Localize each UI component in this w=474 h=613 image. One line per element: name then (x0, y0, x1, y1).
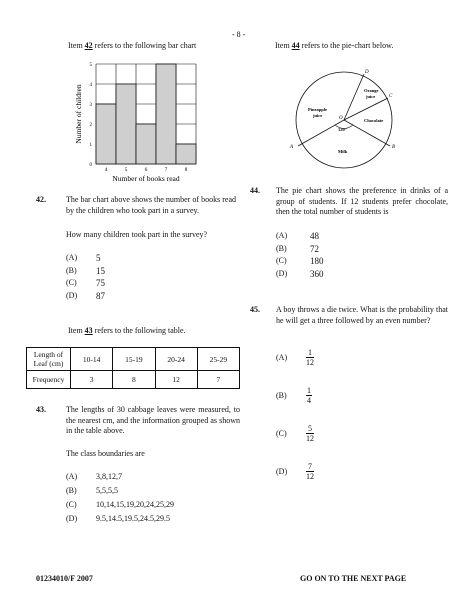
y-tick-label: 5 (89, 63, 92, 68)
bar (96, 104, 116, 164)
y-tick-label: 2 (89, 123, 92, 128)
option-value: 5,5,5,5 (96, 486, 118, 495)
fraction (306, 424, 314, 443)
option-label: (B) (66, 265, 77, 275)
question-43-text: The lengths of 30 cabbage leaves were measured, to the nearest cm, and the information grouped as shown in the table above. (66, 405, 240, 435)
option-label: (D) (66, 514, 78, 523)
option-value: 3,8,12,7 (96, 472, 122, 481)
question-43-number: 43. (36, 405, 46, 414)
pie-label-D: D (365, 70, 369, 75)
item-42-suffix: refers to the following bar chart (92, 41, 197, 50)
item-42-number: 42 (84, 41, 93, 50)
pie-label-angle: 120° (338, 127, 347, 132)
x-tick-label: 7 (164, 167, 168, 173)
question-45-text: A boy throws a die twice. What is the probability that he will get a three followed by an even number? (276, 305, 448, 325)
table-frequency-cell: 3 (71, 371, 113, 389)
option-value: 15 (96, 265, 105, 276)
table-range-cell: 10-14 (71, 348, 113, 371)
option-label: (B) (66, 486, 77, 495)
table-header-length: Length of Leaf (cm) (27, 348, 71, 371)
table-header-frequency: Frequency (27, 371, 71, 389)
option-value: 87 (96, 290, 105, 301)
option-label: (C) (66, 500, 77, 509)
x-tick-label: 8 (184, 167, 188, 173)
option-label: (A) (66, 472, 78, 481)
table-frequency-cell: 8 (113, 371, 155, 389)
question-43-prompt: The class boundaries are (66, 449, 145, 458)
option-label: (C) (276, 256, 287, 265)
y-tick-label: 3 (89, 103, 92, 108)
pie-radius-OB (344, 120, 390, 146)
option-value: 360 (310, 268, 324, 279)
fraction-denominator: 12 (306, 472, 314, 481)
pie-label-A: A (290, 145, 294, 150)
option-value: 10,14,15,19,20,24,25,29 (96, 500, 174, 509)
question-45-number: 45. (250, 305, 260, 314)
pie-label-B: B (392, 145, 396, 150)
footer-code: 01234010/F 2007 (36, 574, 93, 583)
x-tick-label: 5 (124, 167, 128, 173)
option-label: (B) (276, 243, 287, 253)
item-43-suffix: refers to the following table. (92, 326, 186, 335)
fraction (306, 462, 314, 481)
option-value: 48 (310, 231, 319, 241)
item-44-prefix: Item (275, 41, 292, 50)
item-43-prefix: Item (68, 326, 85, 335)
option-label: (D) (276, 467, 288, 476)
fraction-denominator: 4 (307, 396, 311, 405)
item-44-reference (275, 41, 393, 51)
y-tick-label: 1 (89, 143, 92, 148)
option-value: 180 (310, 256, 324, 266)
pie-label-C: C (389, 94, 393, 99)
option-label: (C) (66, 278, 77, 287)
fraction-denominator: 12 (306, 434, 314, 443)
pie-label-pineapple: Pineapple juice (308, 107, 328, 118)
question-42-text: The bar chart above shows the number of books read by the children who took part in a survey. (66, 195, 236, 215)
bar-chart-plot (74, 63, 196, 183)
bar (176, 144, 196, 164)
option-value: 75 (96, 278, 105, 288)
x-tick-label: 4 (104, 167, 108, 173)
pie-label-O: O (339, 116, 343, 121)
question-44-text: The pie chart shows the preference in drinks of a group of students. If 12 students prefer chocolate, then the total number of students is (276, 186, 448, 216)
fraction (306, 348, 314, 367)
y-tick-label: 0 (89, 163, 92, 168)
option-label: (A) (276, 231, 288, 240)
pie-chart (286, 62, 406, 174)
table-range-cell: 25-29 (197, 348, 239, 371)
item-44-number: 44 (291, 41, 300, 50)
bar (116, 84, 136, 164)
item-44-suffix: refers to the pie-chart below. (299, 41, 394, 50)
pie-label-orange: Orange juice (364, 88, 379, 99)
question-42-number: 42. (36, 195, 46, 204)
table-frequency-cell: 12 (155, 371, 197, 389)
x-axis-label: Number of books read (112, 174, 180, 183)
bar (156, 64, 176, 164)
y-axis-label: Number of children (74, 84, 83, 144)
footer-next-page: GO ON TO THE NEXT PAGE (300, 574, 407, 583)
x-tick-label: 6 (144, 167, 148, 173)
option-value: 72 (310, 243, 319, 254)
option-value: 9.5,14.5,19.5,24.5,29.5 (96, 514, 170, 523)
fraction-numerator: 5 (308, 424, 312, 433)
table-range-cell: 20-24 (155, 348, 197, 371)
table-frequency-cell: 7 (197, 371, 239, 389)
option-label: (C) (276, 429, 287, 438)
question-44-number: 44. (250, 186, 260, 195)
pie-radius-OC (344, 98, 388, 120)
option-label: (B) (276, 391, 287, 400)
option-label: (D) (66, 290, 78, 300)
option-value: 5 (96, 253, 101, 263)
pie-label-chocolate: Chocolate (364, 118, 384, 123)
question-42-prompt: How many children took part in the survey? (66, 230, 208, 239)
item-42-reference (68, 41, 196, 51)
option-label: (D) (276, 268, 288, 278)
bar-chart (70, 58, 210, 186)
table-range-cell: 15-19 (113, 348, 155, 371)
fraction (306, 386, 312, 405)
fraction-numerator: 1 (307, 386, 311, 395)
bar (136, 124, 156, 164)
fraction-numerator: 1 (308, 348, 312, 357)
item-42-prefix: Item (68, 41, 85, 50)
frequency-table (26, 347, 240, 389)
fraction-numerator: 7 (308, 462, 312, 471)
pie-label-milk: Milk (338, 149, 348, 154)
option-label: (A) (66, 253, 78, 262)
pie-radius-OD (344, 74, 364, 120)
option-label: (A) (276, 353, 288, 362)
item-43-number: 43 (84, 326, 93, 335)
page-number: - 8 - (232, 30, 246, 39)
pie-radius-OA (298, 120, 344, 146)
fraction-denominator: 12 (306, 358, 314, 367)
y-tick-label: 4 (89, 83, 92, 88)
item-43-reference (68, 326, 186, 336)
